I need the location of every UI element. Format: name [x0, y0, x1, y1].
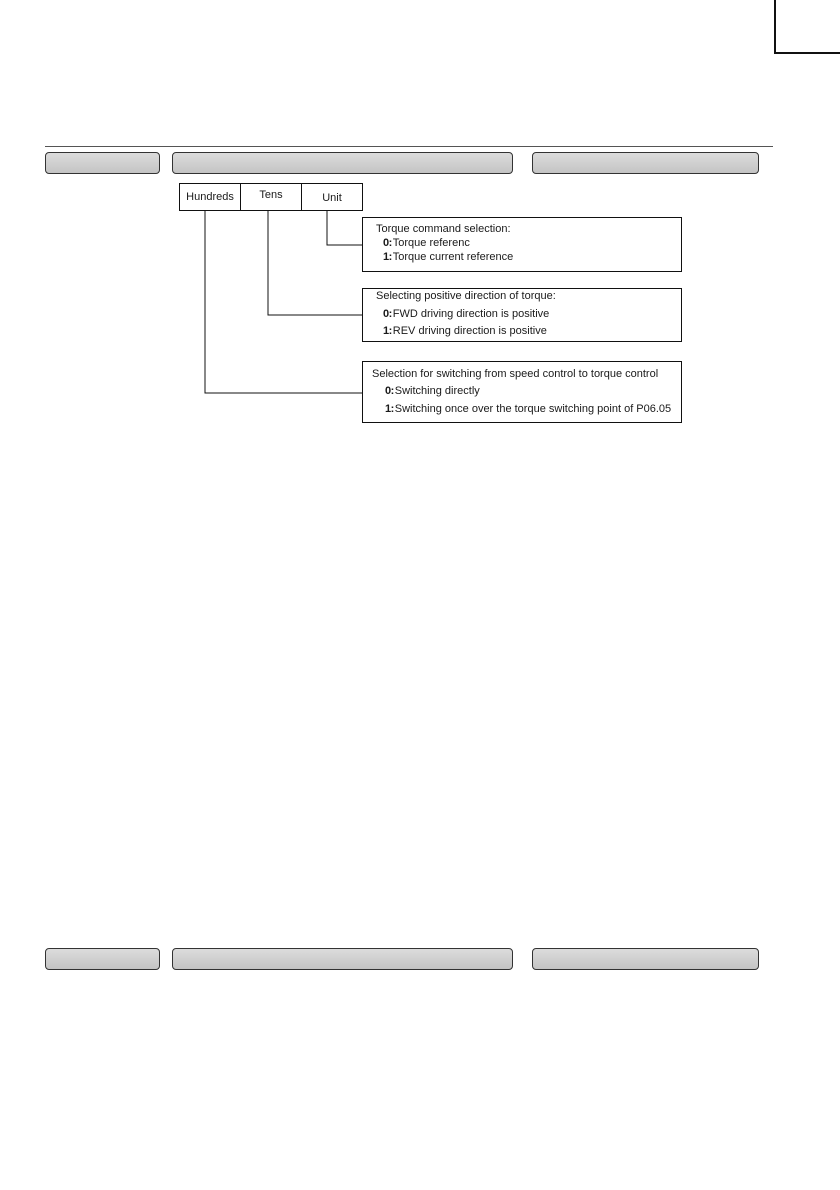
unit-option-1: 1:Torque current reference	[383, 251, 514, 263]
digit-box-hundreds	[179, 183, 241, 211]
hundreds-leader	[205, 211, 362, 393]
unit-option-0: 0:Torque referenc	[383, 237, 470, 249]
unit-leader	[327, 211, 362, 245]
tens-option-0: 0:FWD driving direction is positive	[383, 308, 550, 320]
hundreds-description-box	[362, 361, 682, 423]
digit-box-tens	[240, 183, 302, 211]
digit-box-unit	[301, 183, 363, 211]
tens-option-1: 1:REV driving direction is positive	[383, 325, 547, 337]
digit-label-unit: Unit	[322, 192, 342, 204]
digit-label-tens: Tens	[259, 189, 283, 201]
digit-label-hundreds: Hundreds	[186, 191, 234, 203]
unit-description-box	[362, 217, 682, 272]
tens-box-title: Selecting positive direction of torque:	[376, 290, 556, 302]
tens-leader	[268, 211, 362, 315]
footer-pill-name	[172, 948, 513, 970]
tens-description-box	[362, 288, 682, 342]
footer-pill-code	[45, 948, 160, 970]
footer-pill-default	[532, 948, 759, 970]
hundreds-box-title: Selection for switching from speed control to torque control	[372, 368, 659, 380]
unit-box-title: Torque command selection:	[376, 223, 511, 235]
hundreds-option-1: 1:Switching once over the torque switching point of P06.05	[385, 403, 672, 415]
hundreds-option-0: 0:Switching directly	[385, 385, 480, 397]
